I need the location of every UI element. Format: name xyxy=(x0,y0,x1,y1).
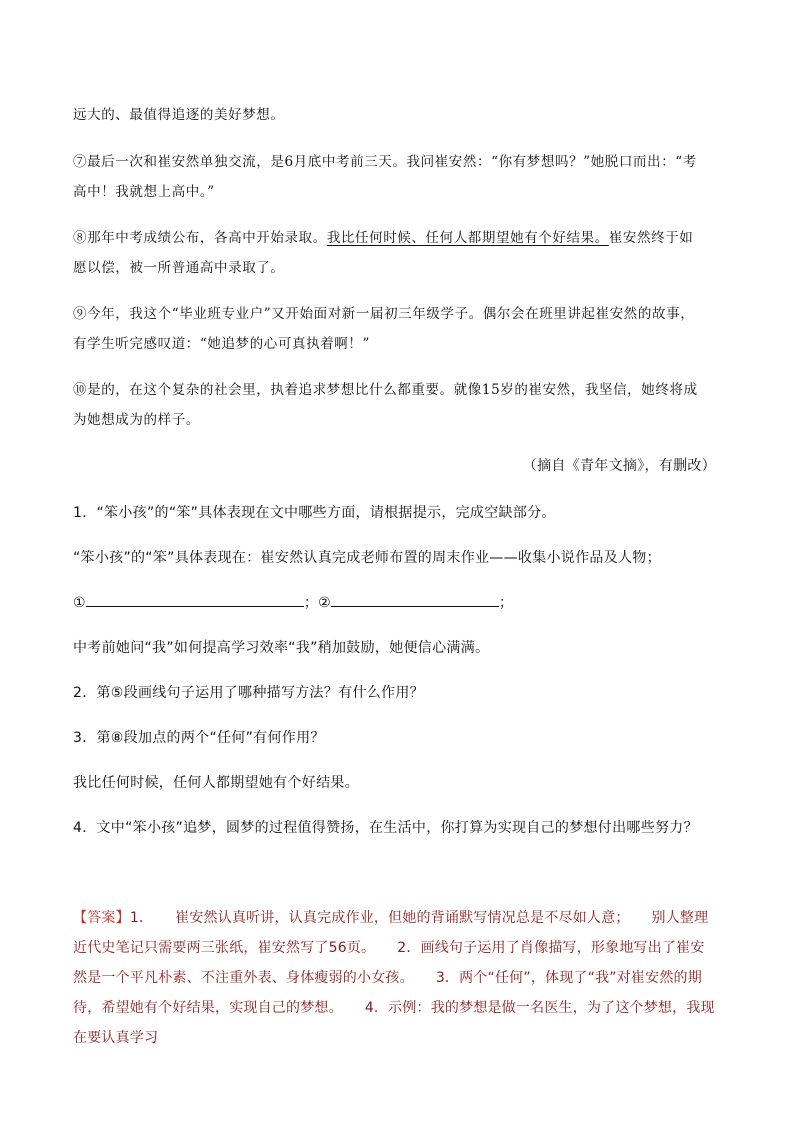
question-3-sentence: 我比任何时候，任何人都期望她有个好结果。 xyxy=(73,775,359,791)
answer-1-part2: 别人整理近代史笔记只需要两三张纸，崔安然写了56页。 xyxy=(73,910,709,956)
question-1: 1．“笨小孩”的“笨”具体表现在文中哪些方面，请根据提示，完成空缺部分。 xyxy=(73,505,556,521)
answer-3: 3．两个“任何”，体现了“我”对崔安然的期待，希望她有个好结果，实现自己的梦想。 xyxy=(73,970,702,1016)
answer-1-part1: 崔安然认真听讲，认真完成作业，但她的背诵默写情况总是不尽如人意； xyxy=(175,910,630,926)
passage-p8-line1 xyxy=(73,226,693,246)
question-3: 3．第⑧段加点的两个“任何”有何作用？ xyxy=(73,730,325,746)
passage-p10-line1: ⑩是的，在这个复杂的社会里，执着追求梦想比什么都重要。就像15岁的崔安然，我坚信，她终将成 xyxy=(73,382,698,398)
passage-p9-line1: ⑨今年，我这个“毕业班专业户”又开始面对新一届初三年级学子。偶尔会在班里讲起崔安然的故事， xyxy=(73,306,695,322)
passage-p7-line1: ⑦最后一次和崔安然单独交流，是6月底中考前三天。我问崔安然：“你有梦想吗？”她脱口而出：“考 xyxy=(73,154,697,170)
blank-end: ； xyxy=(499,595,514,611)
passage-p7-line2: 高中！我就想上高中。” xyxy=(73,184,215,200)
passage-p8-text-after: 崔安然终于如 xyxy=(608,230,694,246)
blank-1-label: ① xyxy=(73,595,86,611)
question-2: 2．第⑤段画线句子运用了哪种描写方法？有什么作用？ xyxy=(73,685,424,701)
answer-4: 4．示例：我的梦想是做一名医生，为了这个梦想，我现在要认真学习 xyxy=(73,1000,715,1046)
answer-tag: 【答案】 xyxy=(73,910,130,926)
blank-2-line xyxy=(331,594,499,607)
passage-p9-line2: 有学生听完感叹道：“她追梦的心可真执着啊！” xyxy=(73,336,371,352)
answer-1-number: 1． xyxy=(129,910,154,926)
answer-block xyxy=(73,903,718,1053)
question-1-hint: “笨小孩”的“笨”具体表现在：崔安然认真完成老师布置的周末作业——收集小说作品及人物； xyxy=(73,550,661,566)
passage-p10-line2: 为她想成为的样子。 xyxy=(73,412,200,428)
blank-2-label: ；② xyxy=(303,595,332,611)
question-1-tail: 中考前她问“我”如何提高学习效率“我”稍加鼓励，她便信心满满。 xyxy=(73,640,490,656)
blank-1-line xyxy=(86,594,304,607)
question-1-blanks xyxy=(73,592,513,612)
passage-source: （摘自《青年文摘》，有删改） xyxy=(522,458,716,474)
passage-p8-text: ⑧那年中考成绩公布，各高中开始录取。 xyxy=(73,230,327,246)
passage-p6-tail: 远大的、最值得追逐的美好梦想。 xyxy=(73,107,285,123)
passage-p8-line2: 愿以偿，被一所普通高中录取了。 xyxy=(73,260,285,276)
answer-2: 2．画线句子运用了肖像描写，形象地写出了崔安然是一个平凡朴素、不注重外表、身体瘦弱的小女孩。 xyxy=(73,940,705,986)
passage-p8-underlined-sentence: 我比任何时候、任何人都期望她有个好结果。 xyxy=(326,230,609,246)
question-4: 4．文中“笨小孩”追梦，圆梦的过程值得赞扬，在生活中，你打算为实现自己的梦想付出哪些努力？ xyxy=(73,820,698,836)
